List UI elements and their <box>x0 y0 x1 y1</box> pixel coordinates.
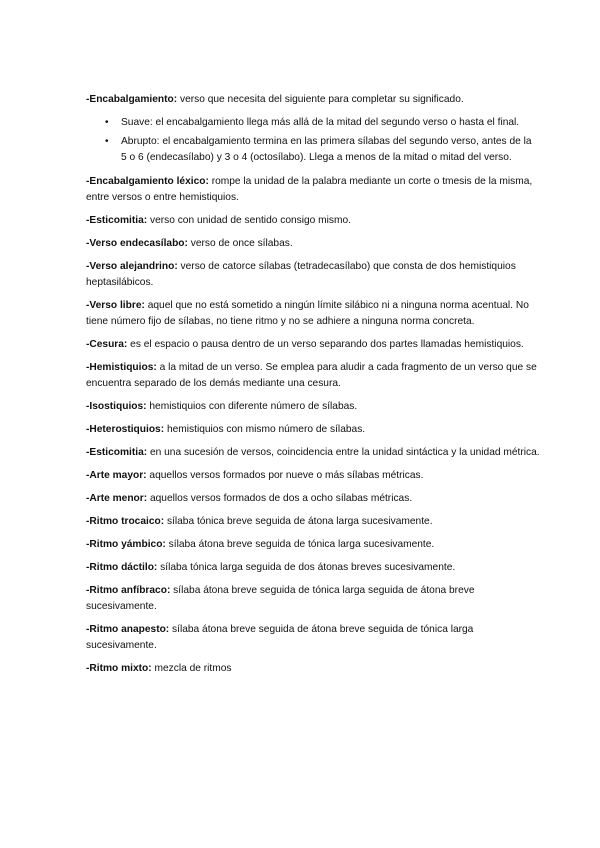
entry-arte-menor <box>86 491 540 507</box>
entry-esticomitia-sucesion <box>86 445 540 461</box>
bullet-icon: • <box>105 136 109 147</box>
entry-ritmo-mixto <box>86 661 540 677</box>
entry-definition: en una sucesión de versos, coincidencia entre la unidad sintáctica y la unidad métrica. <box>147 447 540 458</box>
entry-term: -Arte menor: <box>86 493 148 504</box>
entry-definition: sílaba tónica breve seguida de átona larga sucesivamente. <box>164 516 433 527</box>
entry-definition: rompe la unidad de la palabra mediante un corte o tmesis de la misma, entre versos o entre hemistiquios. <box>86 176 533 203</box>
entry-ritmo-dactilo <box>86 560 540 576</box>
list-item-suave <box>105 115 540 131</box>
entry-definition: hemistiquios con diferente número de sílabas. <box>146 401 358 412</box>
entry-arte-mayor <box>86 468 540 484</box>
entry-term: -Ritmo yámbico: <box>86 539 166 550</box>
entry-encabalgamiento <box>86 92 540 108</box>
entry-term: -Isostiquios: <box>86 401 147 412</box>
entry-definition: a la mitad de un verso. Se emplea para aludir a cada fragmento de un verso que se encuentra separado de los demás mediante una cesura. <box>86 362 537 389</box>
entry-term: -Verso libre: <box>86 300 145 311</box>
entry-term: -Verso endecasílabo: <box>86 238 188 249</box>
entry-verso-libre <box>86 298 540 330</box>
list-item-text: Suave: el encabalgamiento llega más allá de la mitad del segundo verso o hasta el final. <box>121 117 520 128</box>
entry-term: -Encabalgamiento léxico: <box>86 176 209 187</box>
entry-term: -Hemistiquios: <box>86 362 157 373</box>
entry-definition: sílaba tónica larga seguida de dos átonas breves sucesivamente. <box>157 562 456 573</box>
entry-heterostiquios <box>86 422 540 438</box>
entry-term: -Esticomitia: <box>86 215 148 226</box>
entry-definition: sílaba átona breve seguida de átona breve seguida de tónica larga sucesivamente. <box>86 624 474 651</box>
entry-definition: sílaba átona breve seguida de tónica larga seguida de átona breve sucesivamente. <box>86 585 475 612</box>
entry-term: -Ritmo dáctilo: <box>86 562 158 573</box>
list-item-abrupto <box>105 134 540 166</box>
entry-verso-alejandrino <box>86 259 540 291</box>
entry-cesura <box>86 337 540 353</box>
entry-hemistiquios <box>86 360 540 392</box>
entry-term: -Ritmo anfíbraco: <box>86 585 171 596</box>
entry-term: -Esticomitia: <box>86 447 148 458</box>
entry-isostiquios <box>86 399 540 415</box>
entry-term: -Encabalgamiento: <box>86 94 178 105</box>
entry-term: -Cesura: <box>86 339 128 350</box>
entry-term: -Ritmo anapesto: <box>86 624 170 635</box>
entry-definition: aquellos versos formados por nueve o más sílabas métricas. <box>146 470 424 481</box>
entry-definition: hemistiquios con mismo número de sílabas. <box>164 424 366 435</box>
entry-term: -Ritmo mixto: <box>86 663 152 674</box>
entry-definition: verso que necesita del siguiente para completar su significado. <box>177 94 464 105</box>
entry-definition: verso de once sílabas. <box>187 238 293 249</box>
entry-definition: verso con unidad de sentido consigo mismo. <box>147 215 352 226</box>
entry-ritmo-anfibraco <box>86 583 540 615</box>
entry-esticomitia <box>86 213 540 229</box>
entry-ritmo-trocaico <box>86 514 540 530</box>
entry-ritmo-anapesto <box>86 622 540 654</box>
entry-ritmo-yambico <box>86 537 540 553</box>
entry-verso-endecasilabo <box>86 236 540 252</box>
encabalgamiento-types-list <box>86 115 540 166</box>
entry-definition: aquellos versos formados de dos a ocho sílabas métricas. <box>147 493 413 504</box>
entry-encabalgamiento-lexico <box>86 174 540 206</box>
entry-definition: es el espacio o pausa dentro de un verso separando dos partes llamadas hemistiquios. <box>127 339 524 350</box>
list-item-text: Abrupto: el encabalgamiento termina en las primera sílabas del segundo verso, antes de la 5 o 6 (endecasílabo) y 3 o 4 (octosílabo). Llega a menos de la mitad o mitad del verso. <box>121 136 532 163</box>
entry-term: -Ritmo trocaico: <box>86 516 165 527</box>
entry-definition: mezcla de ritmos <box>151 663 232 674</box>
entry-term: -Verso alejandrino: <box>86 261 178 272</box>
entry-definition: verso de catorce sílabas (tetradecasílabo) que consta de dos hemistiquios heptasilábicos. <box>86 261 516 288</box>
entry-definition: aquel que no está sometido a ningún límite silábico ni a ninguna norma acentual. No tiene número fijo de sílabas, no tiene ritmo y no se adhiere a ninguna norma concreta. <box>86 300 529 327</box>
entry-definition: sílaba átona breve seguida de tónica larga sucesivamente. <box>165 539 435 550</box>
entry-term: -Heterostiquios: <box>86 424 165 435</box>
bullet-icon: • <box>105 117 109 128</box>
entry-term: -Arte mayor: <box>86 470 147 481</box>
